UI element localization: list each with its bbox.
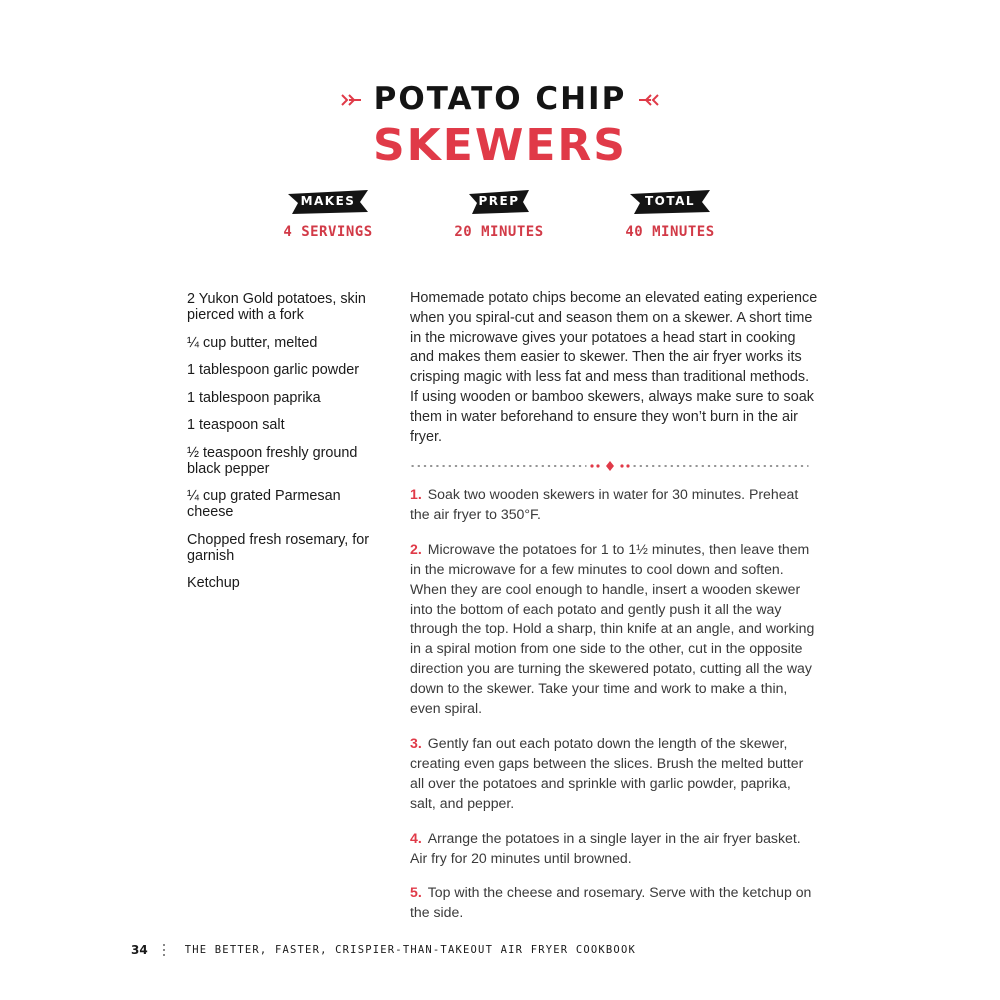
makes-value: 4 SERVINGS	[283, 224, 373, 240]
ingredient-item: Chopped fresh rosemary, for garnish	[187, 531, 370, 564]
step-text: Gently fan out each potato down the length of the skewer, creating even gaps between the slices. Brush the melted butter all over the potatoes and sprinkle with garlic powder, paprika, salt, and pepper.	[410, 734, 804, 811]
step-number: 4.	[410, 829, 422, 846]
banner-prep: PREP	[469, 190, 529, 214]
direction-step	[410, 734, 820, 814]
recipe-title-top: POTATO CHIP	[373, 81, 627, 117]
direction-step	[410, 540, 820, 719]
book-title: THE BETTER, FASTER, CRISPIER-THAN-TAKEOUT AIR FRYER COOKBOOK	[184, 944, 636, 956]
step-text: Top with the cheese and rosemary. Serve with the ketchup on the side.	[410, 884, 812, 921]
ingredient-item: 1 tablespoon paprika	[187, 389, 321, 406]
ingredient-item: 1 teaspoon salt	[187, 417, 285, 433]
step-number: 1.	[410, 486, 422, 502]
info-prep	[429, 190, 569, 240]
step-number: 2.	[410, 540, 422, 557]
banner-total: TOTAL	[630, 190, 710, 214]
ingredient-item: Ketchup	[187, 575, 240, 591]
ingredients-list	[187, 291, 387, 603]
direction-step	[410, 829, 820, 869]
ingredient-item: ¼ cup butter, melted	[187, 334, 318, 351]
title-line-1	[0, 81, 1000, 117]
info-total	[600, 190, 740, 240]
ingredient-item: ½ teaspoon freshly ground black pepper	[187, 444, 358, 477]
recipe-title-main: SKEWERS	[372, 120, 627, 171]
diamond-divider-icon	[410, 458, 810, 474]
ingredient-item: ¼ cup grated Parmesan cheese	[187, 488, 341, 520]
intro-paragraph: Homemade potato chips become an elevated eating experience when you spiral-cut and season them on a skewer. A short time in the microwave gives your potatoes a head start in cooking and makes them easier to skewer. Then the air fryer works its crisping magic with less fat and mess than traditional methods. If using wooden or bamboo skewers, always make sure to soak them in water beforehand to ensure they won’t burn in the air fryer.	[410, 290, 818, 445]
page-number: 34	[131, 943, 148, 957]
arrow-right-icon	[340, 93, 362, 107]
step-text: Soak two wooden skewers in water for 30 minutes. Preheat the air fryer to 350°F.	[410, 486, 799, 522]
step-number: 3.	[410, 734, 422, 751]
step-text: Arrange the potatoes in a single layer in the air fryer basket. Air fry for 20 minutes until browned.	[410, 829, 801, 866]
ingredient-item: 2 Yukon Gold potatoes, skin pierced with a fork	[187, 291, 366, 323]
arrow-left-icon	[638, 93, 660, 107]
dotted-separator-icon	[163, 943, 165, 957]
page-footer	[131, 941, 636, 959]
total-value: 40 MINUTES	[625, 224, 715, 240]
step-number: 5.	[410, 884, 422, 901]
direction-step	[410, 485, 820, 525]
prep-value: 20 MINUTES	[454, 224, 544, 240]
info-makes	[258, 190, 398, 240]
directions-list	[410, 485, 820, 938]
ingredient-item: 1 tablespoon garlic powder	[187, 362, 359, 378]
direction-step	[410, 883, 820, 923]
step-text: Microwave the potatoes for 1 to 1½ minutes, then leave them in the microwave for a few minutes to cool down and soften. When they are cool enough to handle, insert a wooden skewer into the bottom of each potato and gently push it all the way through the top. Hold a sharp, thin knife at an angle, and working in a spiral motion from one side to the other, cut in the opposite direction you are turning the skewered potato, cutting all the way down to the skewer. Take your time and work to make a thin, even spiral.	[410, 540, 815, 717]
banner-makes: MAKES	[288, 190, 368, 214]
